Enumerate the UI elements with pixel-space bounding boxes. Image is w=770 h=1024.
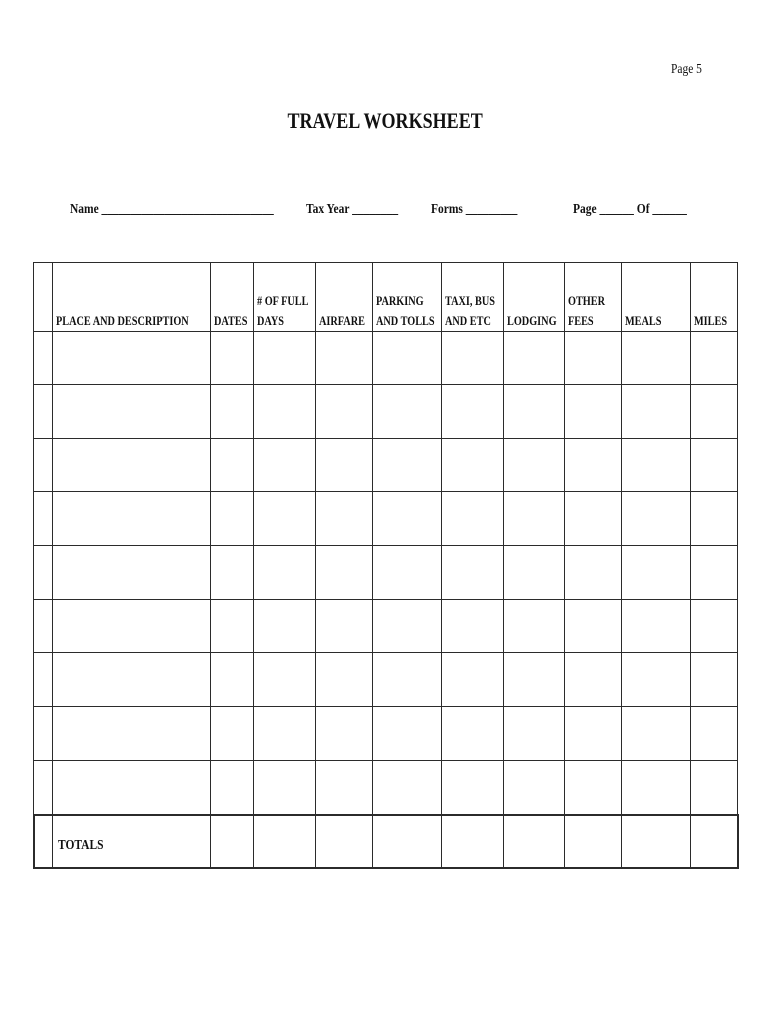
table-cell[interactable] [442, 385, 503, 438]
table-cell[interactable] [316, 600, 372, 652]
table-cell[interactable] [691, 332, 737, 384]
totals-cell[interactable] [622, 816, 690, 867]
column-header-line2: AIRFARE [319, 314, 365, 328]
column-header [507, 291, 564, 331]
table-cell[interactable] [53, 385, 210, 438]
table-cell[interactable] [373, 600, 441, 652]
table-cell[interactable] [504, 761, 564, 814]
table-cell[interactable] [565, 385, 621, 438]
table-cell[interactable] [691, 600, 737, 652]
table-cell[interactable] [504, 653, 564, 706]
column-header-line1 [694, 291, 697, 311]
table-border-top [33, 262, 738, 263]
totals-cell[interactable] [316, 816, 372, 867]
table-cell[interactable] [316, 546, 372, 599]
table-cell[interactable] [504, 439, 564, 491]
table-cell[interactable] [622, 332, 690, 384]
table-cell[interactable] [373, 707, 441, 760]
table-cell[interactable] [316, 439, 372, 491]
table-cell[interactable] [254, 546, 315, 599]
column-header-line1: # OF FULL [257, 294, 309, 308]
totals-cell[interactable] [504, 816, 564, 867]
table-cell[interactable] [504, 492, 564, 545]
page-of-field[interactable]: Page ______ Of ______ [573, 202, 687, 217]
table-cell[interactable] [622, 653, 690, 706]
table-cell[interactable] [622, 385, 690, 438]
totals-border-left [33, 814, 35, 868]
table-cell[interactable] [504, 385, 564, 438]
column-header [214, 291, 253, 331]
totals-cell[interactable] [442, 816, 503, 867]
column-header-line2: MEALS [625, 314, 662, 328]
column-header [694, 291, 737, 331]
name-field[interactable]: Name ______________________________ [70, 202, 274, 217]
column-header-line2: AND TOLLS [376, 314, 435, 328]
table-cell[interactable] [565, 332, 621, 384]
table-cell[interactable] [565, 707, 621, 760]
table-cell[interactable] [254, 492, 315, 545]
column-header-line1 [319, 291, 322, 311]
table-cell[interactable] [373, 546, 441, 599]
column-header [445, 291, 503, 331]
table-cell[interactable] [211, 600, 253, 652]
column-header-line2: DATES [214, 314, 248, 328]
table-cell[interactable] [622, 439, 690, 491]
column-header-line2: DAYS [257, 314, 284, 328]
table-cell[interactable] [254, 332, 315, 384]
table-cell[interactable] [622, 600, 690, 652]
table-cell[interactable] [373, 332, 441, 384]
table-cell[interactable] [53, 439, 210, 491]
table-cell[interactable] [316, 385, 372, 438]
table-cell[interactable] [254, 707, 315, 760]
table-cell[interactable] [442, 492, 503, 545]
table-cell[interactable] [691, 761, 737, 814]
table-cell[interactable] [316, 492, 372, 545]
table-cell[interactable] [565, 653, 621, 706]
table-cell[interactable] [53, 600, 210, 652]
table-cell[interactable] [53, 761, 210, 814]
column-header [319, 291, 372, 331]
column-header-line1 [507, 291, 510, 311]
table-cell[interactable] [53, 546, 210, 599]
table-cell[interactable] [622, 761, 690, 814]
table-cell[interactable] [373, 439, 441, 491]
column-header-line1: TAXI, BUS [445, 294, 495, 308]
column-header-line2: AND ETC [445, 314, 491, 328]
totals-border-right [737, 814, 739, 868]
table-cell[interactable] [504, 707, 564, 760]
table-cell[interactable] [211, 546, 253, 599]
table-cell[interactable] [504, 600, 564, 652]
table-cell[interactable] [442, 600, 503, 652]
table-cell[interactable] [254, 385, 315, 438]
table-cell[interactable] [442, 546, 503, 599]
column-header-line2: MILES [694, 314, 728, 328]
column-header-line1 [56, 291, 59, 311]
table-cell[interactable] [565, 492, 621, 545]
table-cell[interactable] [211, 653, 253, 706]
table-cell[interactable] [442, 707, 503, 760]
column-header [56, 291, 210, 331]
table-cell[interactable] [53, 332, 210, 384]
totals-cell[interactable] [691, 816, 737, 867]
table-cell[interactable] [373, 761, 441, 814]
tax-year-field[interactable]: Tax Year ________ [306, 202, 399, 217]
column-header-line1: OTHER [568, 294, 606, 308]
forms-field[interactable]: Forms _________ [431, 202, 518, 217]
column-header-line2: FEES [568, 314, 594, 328]
table-cell[interactable] [622, 492, 690, 545]
table-cell[interactable] [53, 707, 210, 760]
table-cell[interactable] [316, 653, 372, 706]
table-cell[interactable] [691, 653, 737, 706]
table-cell[interactable] [442, 439, 503, 491]
column-header [257, 291, 315, 331]
table-cell[interactable] [211, 332, 253, 384]
totals-cell[interactable] [565, 816, 621, 867]
table-cell[interactable] [565, 439, 621, 491]
totals-label: TOTALS [58, 838, 104, 853]
column-header [376, 291, 441, 331]
table-cell[interactable] [316, 761, 372, 814]
table-cell[interactable] [691, 492, 737, 545]
table-cell[interactable] [254, 761, 315, 814]
table-cell[interactable] [53, 653, 210, 706]
totals-cell[interactable] [373, 816, 441, 867]
table-cell[interactable] [622, 707, 690, 760]
table-cell[interactable] [211, 385, 253, 438]
column-header-line1: PARKING [376, 294, 424, 308]
table-cell[interactable] [53, 492, 210, 545]
table-border-side [33, 262, 34, 867]
table-cell[interactable] [211, 707, 253, 760]
column-header [625, 291, 690, 331]
column-header-line2: LODGING [507, 314, 557, 328]
table-cell[interactable] [442, 761, 503, 814]
table-cell[interactable] [691, 385, 737, 438]
table-cell[interactable] [622, 546, 690, 599]
table-cell[interactable] [373, 653, 441, 706]
table-cell[interactable] [442, 332, 503, 384]
table-border-side [737, 262, 738, 867]
totals-cell[interactable] [211, 816, 253, 867]
table-border-bottom [33, 867, 739, 869]
table-cell[interactable] [691, 546, 737, 599]
table-cell[interactable] [565, 761, 621, 814]
table-cell[interactable] [373, 385, 441, 438]
table-cell[interactable] [211, 439, 253, 491]
table-cell[interactable] [691, 707, 737, 760]
table-cell[interactable] [442, 653, 503, 706]
table-cell[interactable] [316, 707, 372, 760]
totals-cell[interactable] [254, 816, 315, 867]
table-cell[interactable] [504, 332, 564, 384]
column-header-line1 [625, 291, 628, 311]
table-cell[interactable] [691, 439, 737, 491]
page-title: TRAVEL WORKSHEET [287, 108, 483, 133]
table-cell[interactable] [254, 439, 315, 491]
column-header-line1 [214, 291, 217, 311]
table-cell[interactable] [316, 332, 372, 384]
table-cell[interactable] [565, 546, 621, 599]
table-cell[interactable] [254, 653, 315, 706]
table-cell[interactable] [211, 761, 253, 814]
table-cell[interactable] [504, 546, 564, 599]
table-cell[interactable] [373, 492, 441, 545]
table-cell[interactable] [211, 492, 253, 545]
table-cell[interactable] [254, 600, 315, 652]
page-number: Page 5 [671, 62, 702, 77]
column-header-line2: PLACE AND DESCRIPTION [56, 314, 189, 328]
table-cell[interactable] [565, 600, 621, 652]
column-header [568, 291, 621, 331]
